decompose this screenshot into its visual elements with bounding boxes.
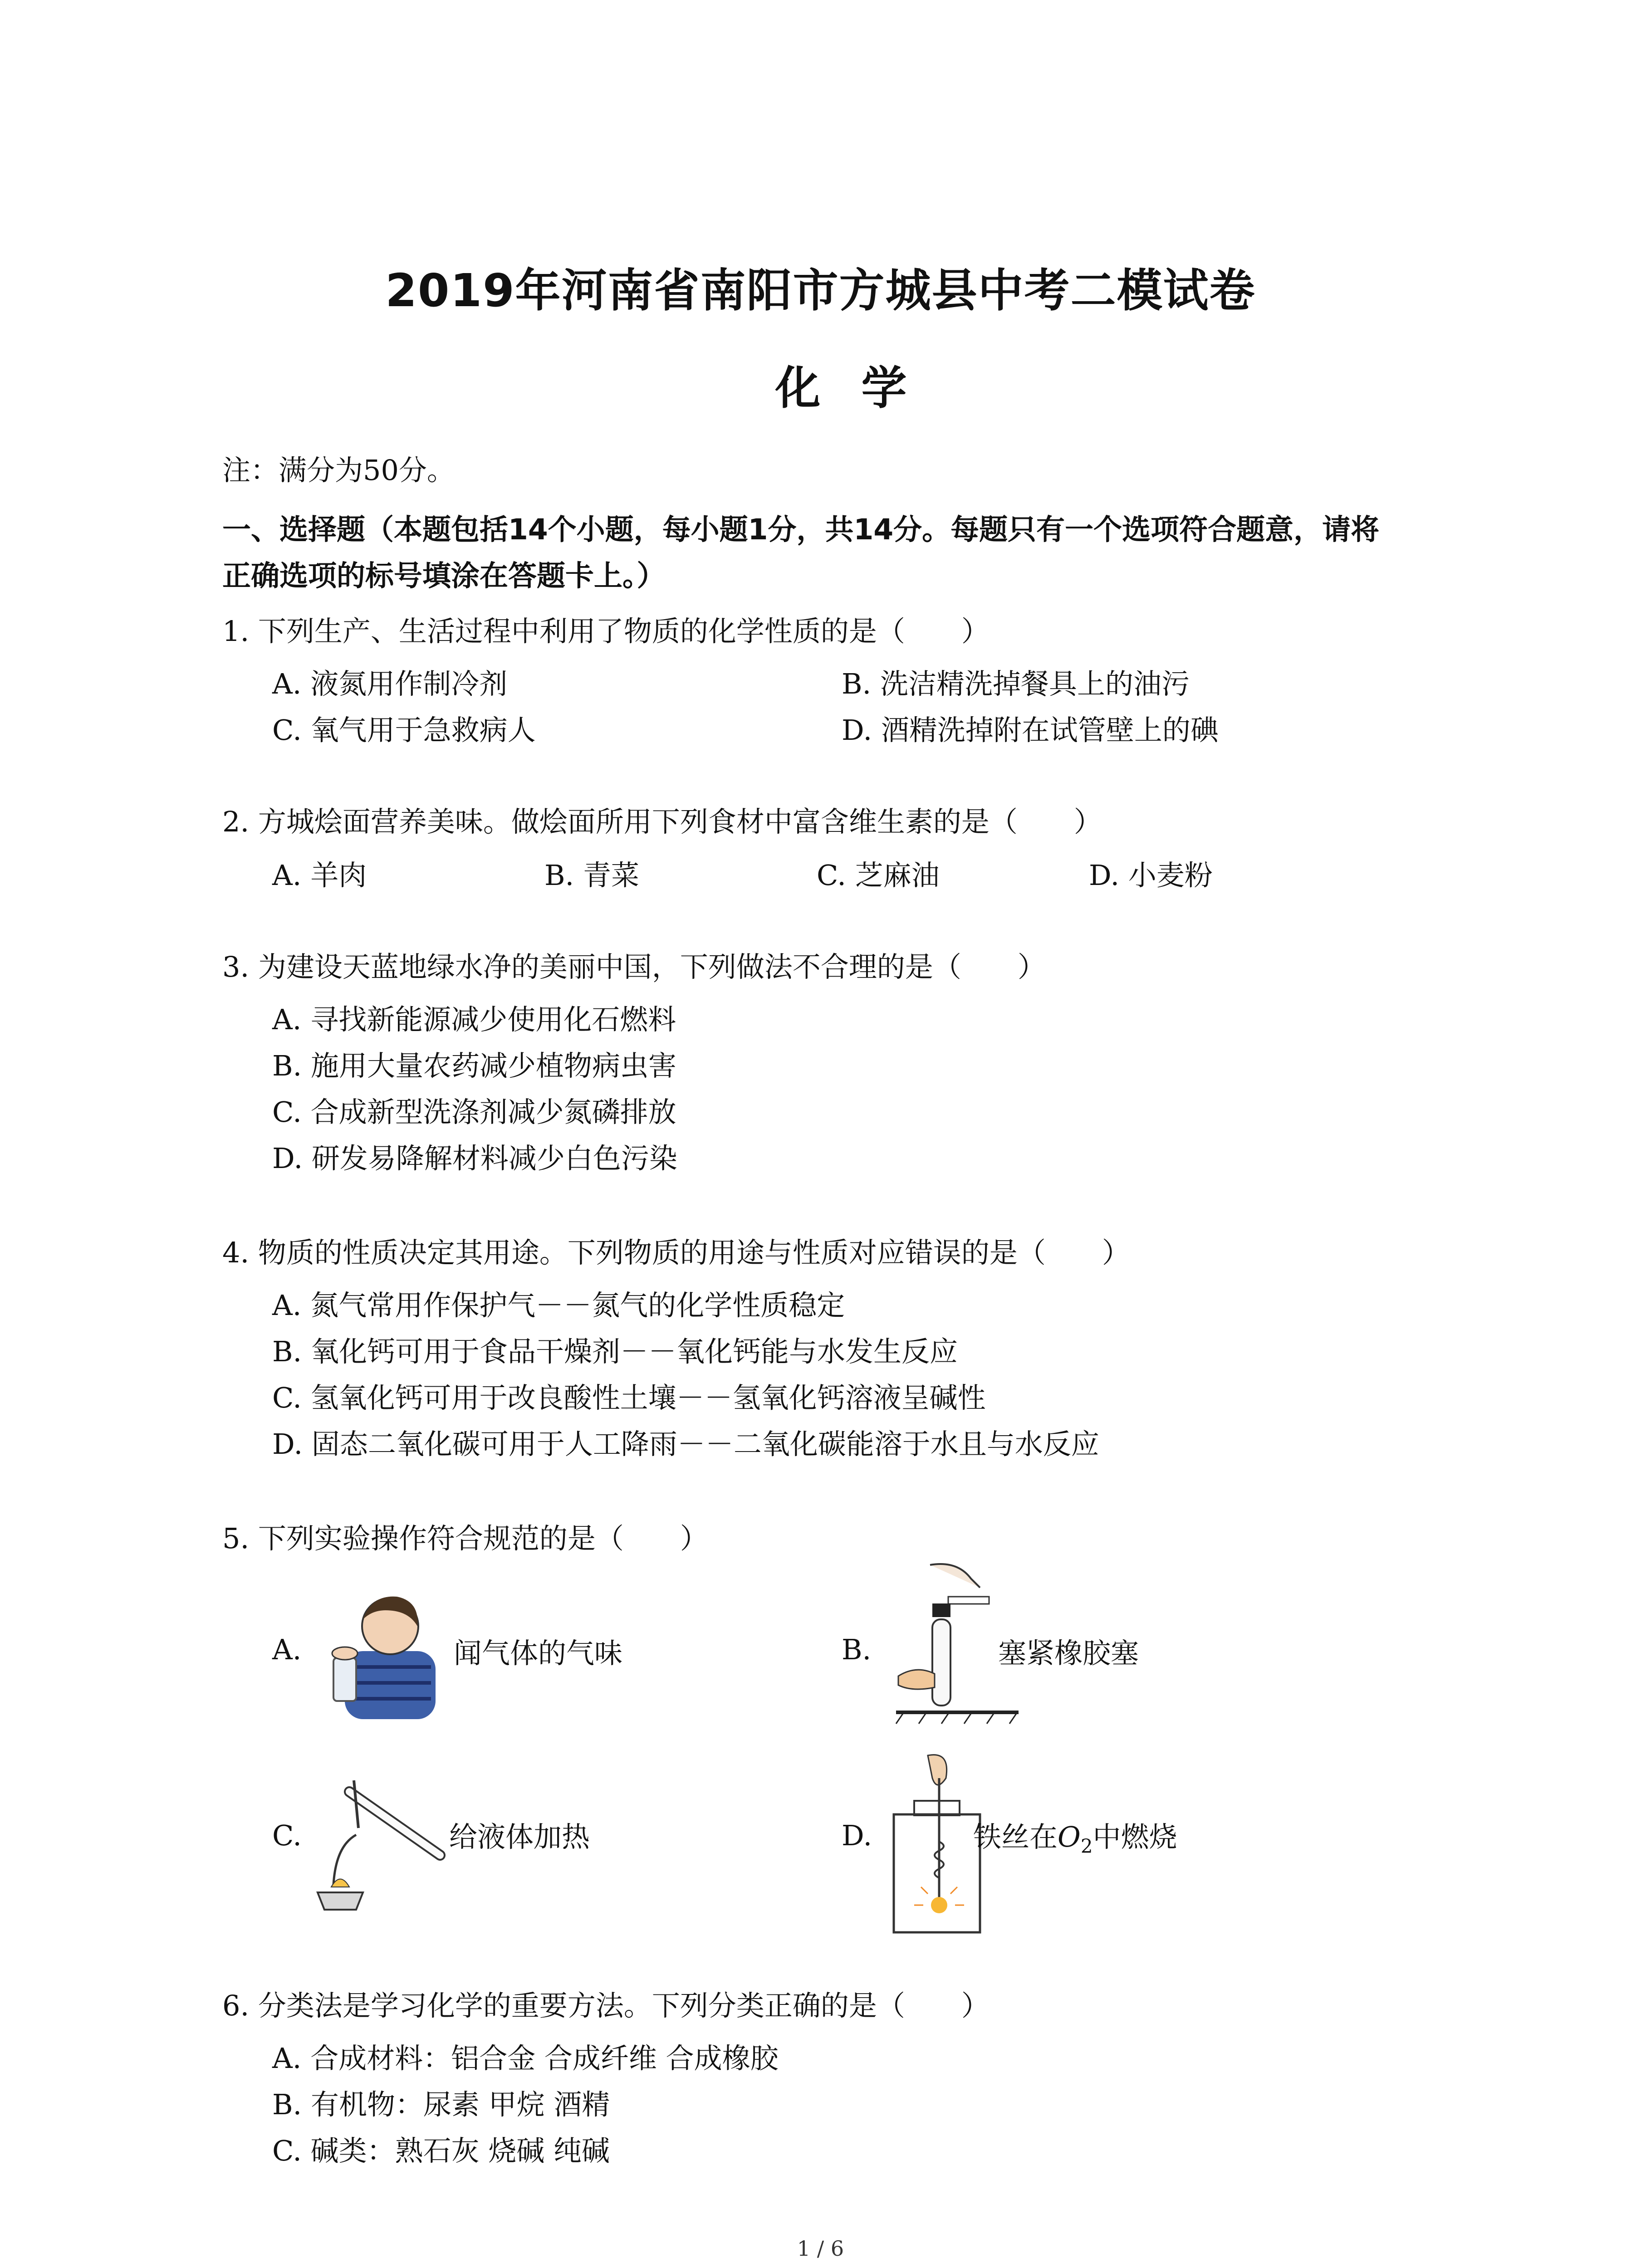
oxygen-subscript: 2 — [1080, 1835, 1093, 1857]
question-6-option-a: A. 合成材料：铝合金 合成纤维 合成橡胶 — [272, 2042, 779, 2075]
question-2-option-d: D. 小麦粉 — [1089, 859, 1213, 892]
exam-title: 2019年河南省南阳市方城县中考二模试卷 — [385, 264, 1256, 317]
heating-liquid-illustration — [313, 1774, 458, 1914]
question-4-option-d: D. 固态二氧化碳可用于人工降雨－－二氧化碳能溶于水且与水反应 — [272, 1427, 1099, 1461]
section-heading-line1: 一、选择题（本题包括14个小题，每小题1分，共14分。每题只有一个选项符合题意，请将 — [222, 513, 1380, 546]
question-5-option-d-letter: D. — [842, 1819, 872, 1852]
question-5-option-b-caption: 塞紧橡胶塞 — [998, 1637, 1139, 1670]
question-3-option-d: D. 研发易降解材料减少白色污染 — [272, 1142, 677, 1175]
smelling-gas-illustration — [318, 1583, 454, 1719]
question-1-option-c: C. 氧气用于急救病人 — [272, 714, 536, 747]
oxygen-symbol: O — [1058, 1820, 1081, 1853]
subject-title: 化学 — [775, 362, 948, 415]
question-5-stem: 5. 下列实验操作符合规范的是（ ） — [222, 1522, 708, 1555]
question-4-option-a: A. 氮气常用作保护气－－氮气的化学性质稳定 — [272, 1289, 845, 1322]
question-5-option-c-caption: 给液体加热 — [449, 1820, 590, 1853]
question-3-option-a: A. 寻找新能源减少使用化石燃料 — [272, 1003, 676, 1036]
question-6-stem: 6. 分类法是学习化学的重要方法。下列分类正确的是（ ） — [222, 1989, 989, 2022]
question-5-option-c-letter: C. — [272, 1819, 302, 1852]
question-5-option-d-caption — [973, 1814, 1177, 1857]
question-6-option-b: B. 有机物：尿素 甲烷 酒精 — [272, 2088, 610, 2121]
caption-suffix: 中燃烧 — [1092, 1820, 1177, 1853]
question-2-option-c: C. 芝麻油 — [817, 859, 940, 892]
question-4-option-c: C. 氢氧化钙可用于改良酸性土壤－－氢氧化钙溶液呈碱性 — [272, 1381, 986, 1414]
question-4-option-b: B. 氧化钙可用于食品干燥剂－－氧化钙能与水发生反应 — [272, 1335, 958, 1368]
section-heading-line2: 正确选项的标号填涂在答题卡上。） — [222, 559, 666, 592]
question-1-option-b: B. 洗洁精洗掉餐具上的油污 — [842, 667, 1190, 700]
question-3-option-b: B. 施用大量农药减少植物病虫害 — [272, 1049, 676, 1082]
question-3-option-c: C. 合成新型洗涤剂减少氮磷排放 — [272, 1095, 676, 1129]
score-note: 注：满分为50分。 — [222, 454, 455, 487]
question-1-stem: 1. 下列生产、生活过程中利用了物质的化学性质的是（ ） — [222, 615, 989, 648]
question-5-option-b-letter: B. — [842, 1633, 872, 1666]
question-3-stem: 3. 为建设天蓝地绿水净的美丽中国，下列做法不合理的是（ ） — [222, 950, 1046, 983]
question-2-option-a: A. 羊肉 — [272, 859, 367, 892]
question-2-stem: 2. 方城烩面营养美味。做烩面所用下列食材中富含维生素的是（ ） — [222, 805, 1102, 838]
caption-prefix: 铁丝在 — [973, 1820, 1058, 1853]
question-1-option-a: A. 液氮用作制冷剂 — [272, 667, 508, 700]
question-1-option-d: D. 酒精洗掉附在试管壁上的碘 — [842, 714, 1219, 747]
question-5-option-a-letter: A. — [272, 1633, 302, 1666]
question-5-option-a-caption: 闻气体的气味 — [454, 1637, 623, 1670]
question-2-option-b: B. 青菜 — [544, 859, 639, 892]
page-number: 1 / 6 — [797, 2236, 844, 2261]
question-6-option-c: C. 碱类：熟石灰 烧碱 纯碱 — [272, 2134, 610, 2167]
question-4-stem: 4. 物质的性质决定其用途。下列物质的用途与性质对应错误的是（ ） — [222, 1236, 1130, 1269]
